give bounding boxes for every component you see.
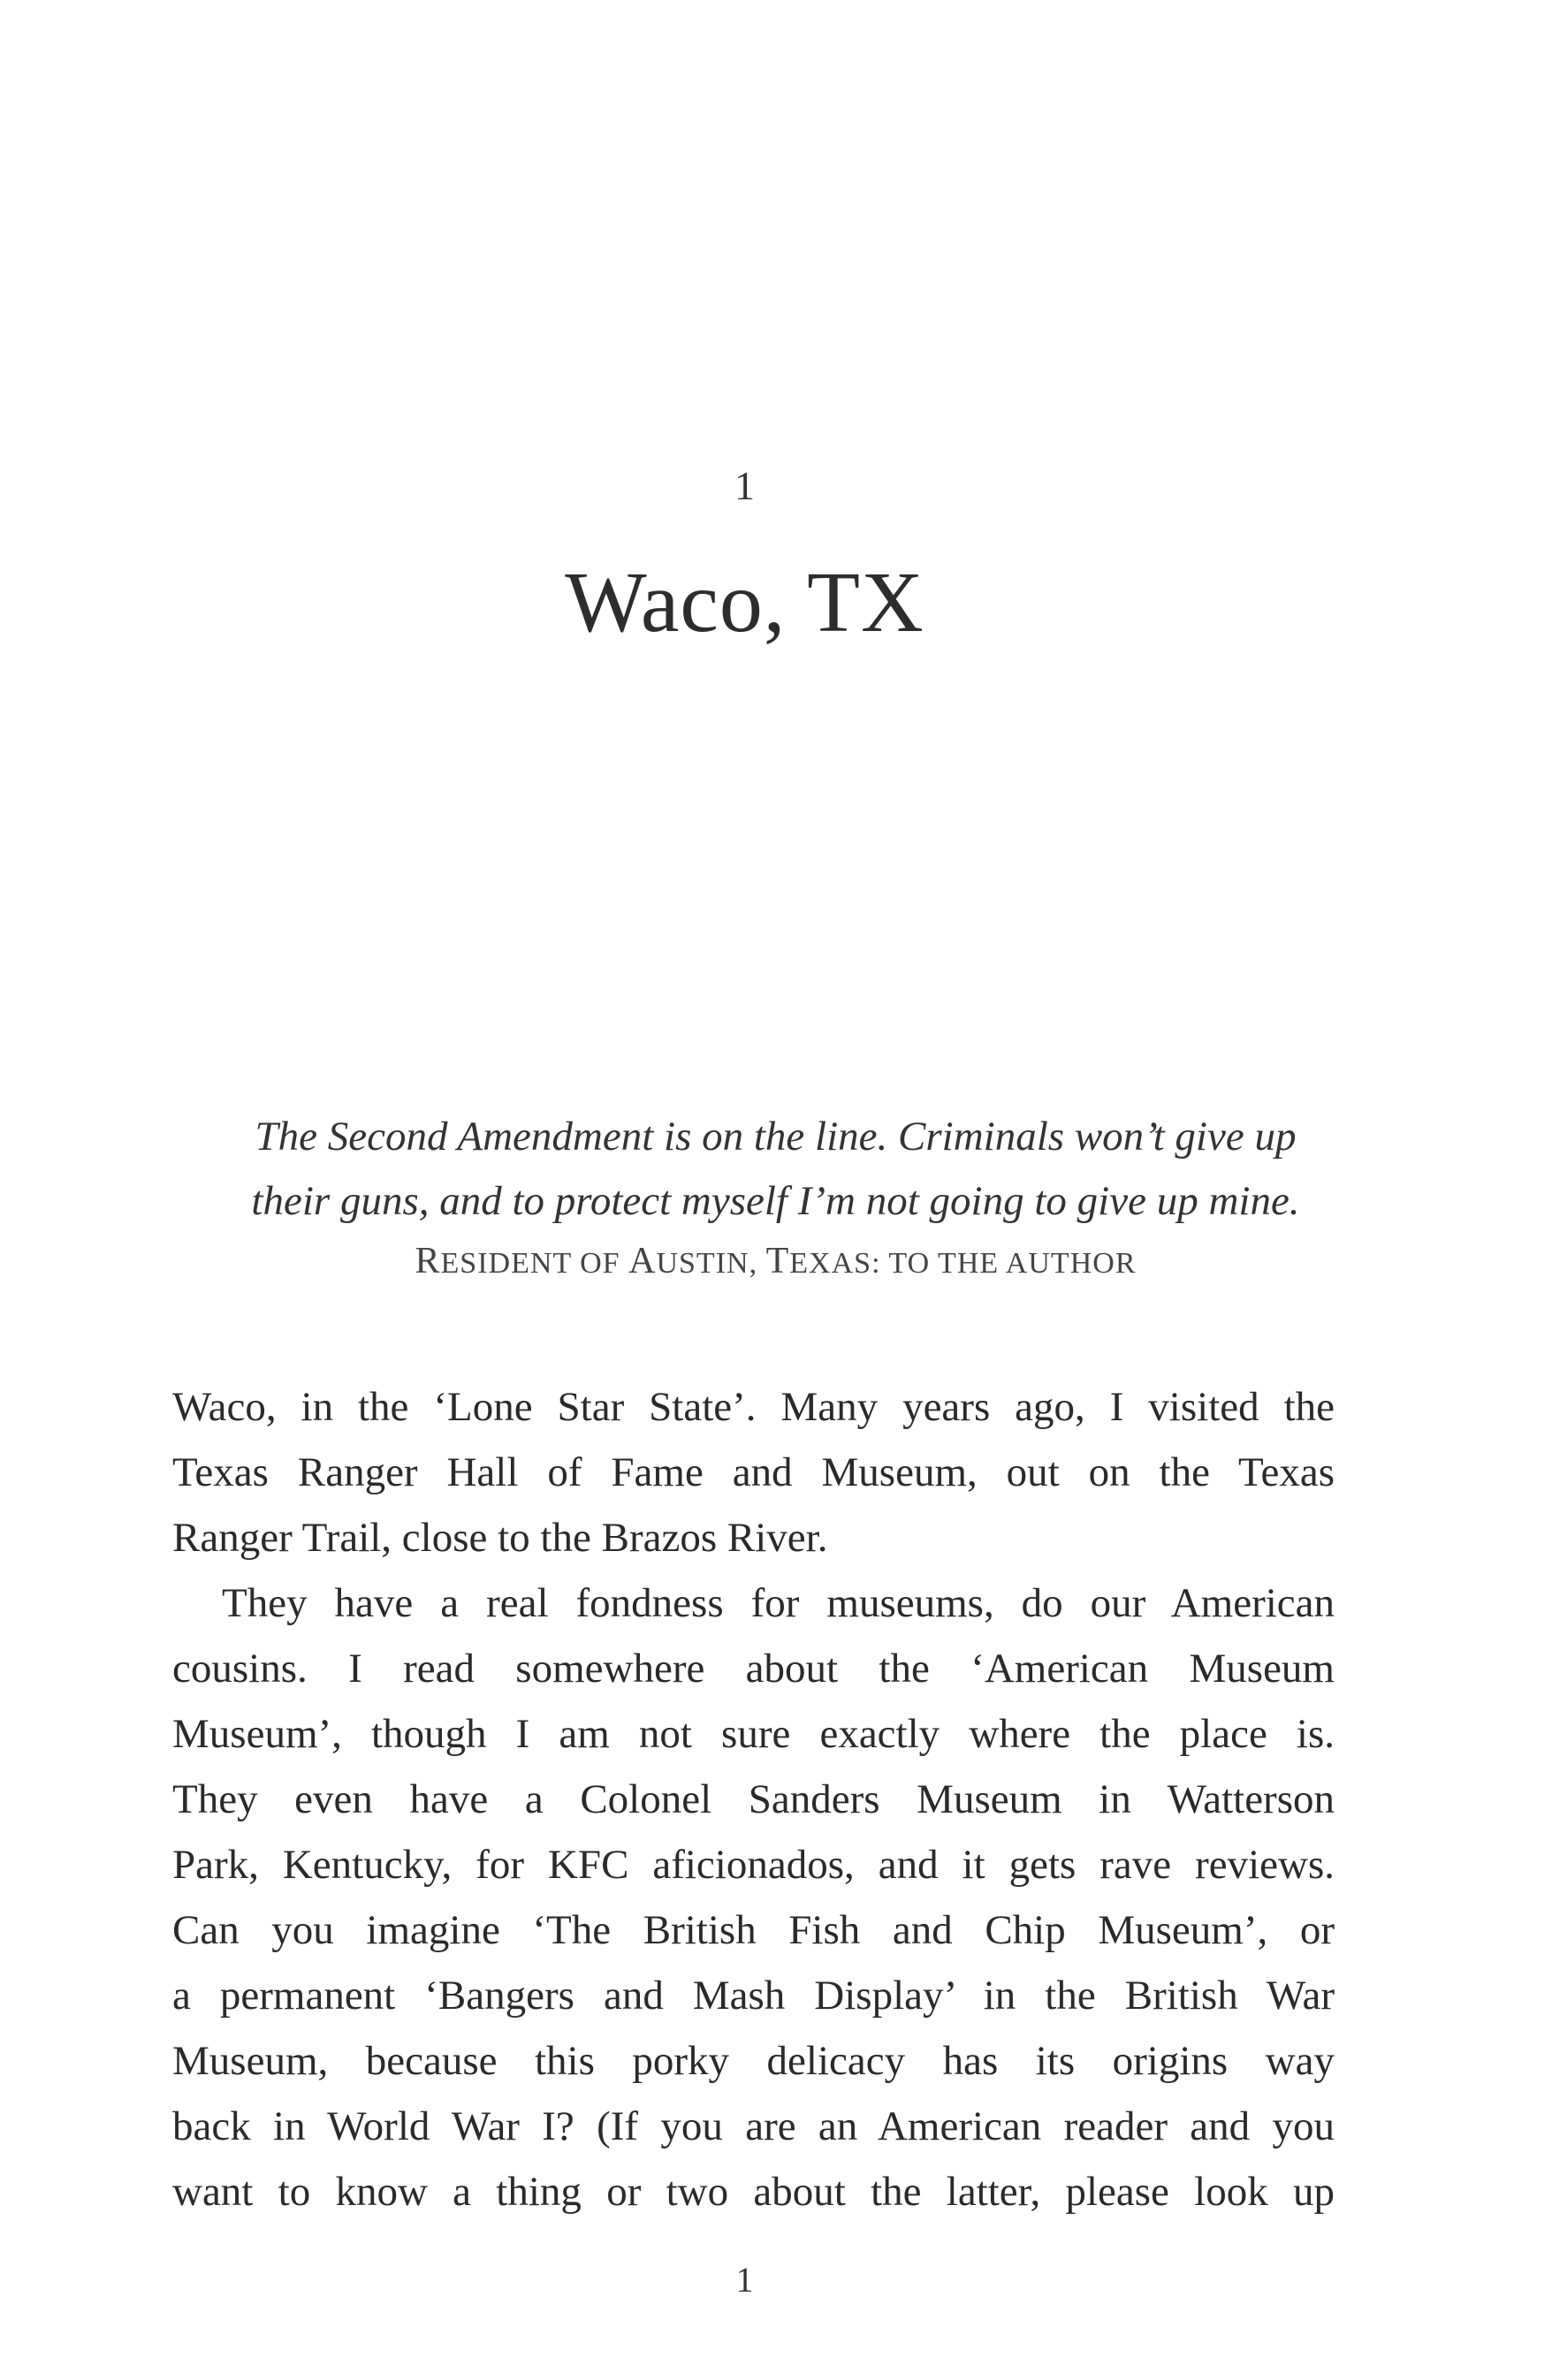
text-line: back in World War I? (If you are an American reader and you	[172, 2103, 1335, 2149]
text-line: Museum’, though I am not sure exactly where the place is.	[172, 1711, 1335, 1757]
text-line: Waco, in the ‘Lone Star State’. Many years ago, I visited the	[172, 1384, 1335, 1430]
text-line: They even have a Colonel Sanders Museum in Watterson	[172, 1776, 1335, 1822]
text-line: Park, Kentucky, for KFC aficionados, and it gets rave reviews.	[172, 1842, 1335, 1888]
chapter-title: Waco, TX	[565, 555, 924, 650]
paragraph-2	[172, 1570, 1335, 2224]
text-line: Museum, because this porky delicacy has its origins way	[172, 2038, 1335, 2084]
page-number: 1	[735, 2260, 754, 2300]
epigraph-line: The Second Amendment is on the line. Criminals won’t give up	[255, 1114, 1297, 1160]
text-line: cousins. I read somewhere about the ‘American Museum	[172, 1646, 1335, 1692]
chapter-number: 1	[734, 463, 755, 508]
epigraph-line: their guns, and to protect myself I’m not going to give up mine.	[251, 1178, 1300, 1224]
text-line: Can you imagine ‘The British Fish and Chip Museum’, or	[172, 1907, 1335, 1953]
text-line: want to know a thing or two about the latter, please look up	[172, 2169, 1335, 2215]
text-line: a permanent ‘Bangers and Mash Display’ in the British War	[172, 1973, 1335, 2019]
epigraph	[212, 1105, 1339, 1286]
epigraph-attribution: RESIDENT OF AUSTIN, TEXAS: TO THE AUTHOR	[415, 1241, 1137, 1281]
body-text	[172, 1374, 1335, 2224]
text-line: Ranger Trail, close to the Brazos River.	[172, 1515, 828, 1561]
paragraph-1	[172, 1374, 1335, 1570]
text-line: They have a real fondness for museums, do our American	[222, 1580, 1335, 1626]
text-line: Texas Ranger Hall of Fame and Museum, out on the Texas	[172, 1449, 1335, 1495]
